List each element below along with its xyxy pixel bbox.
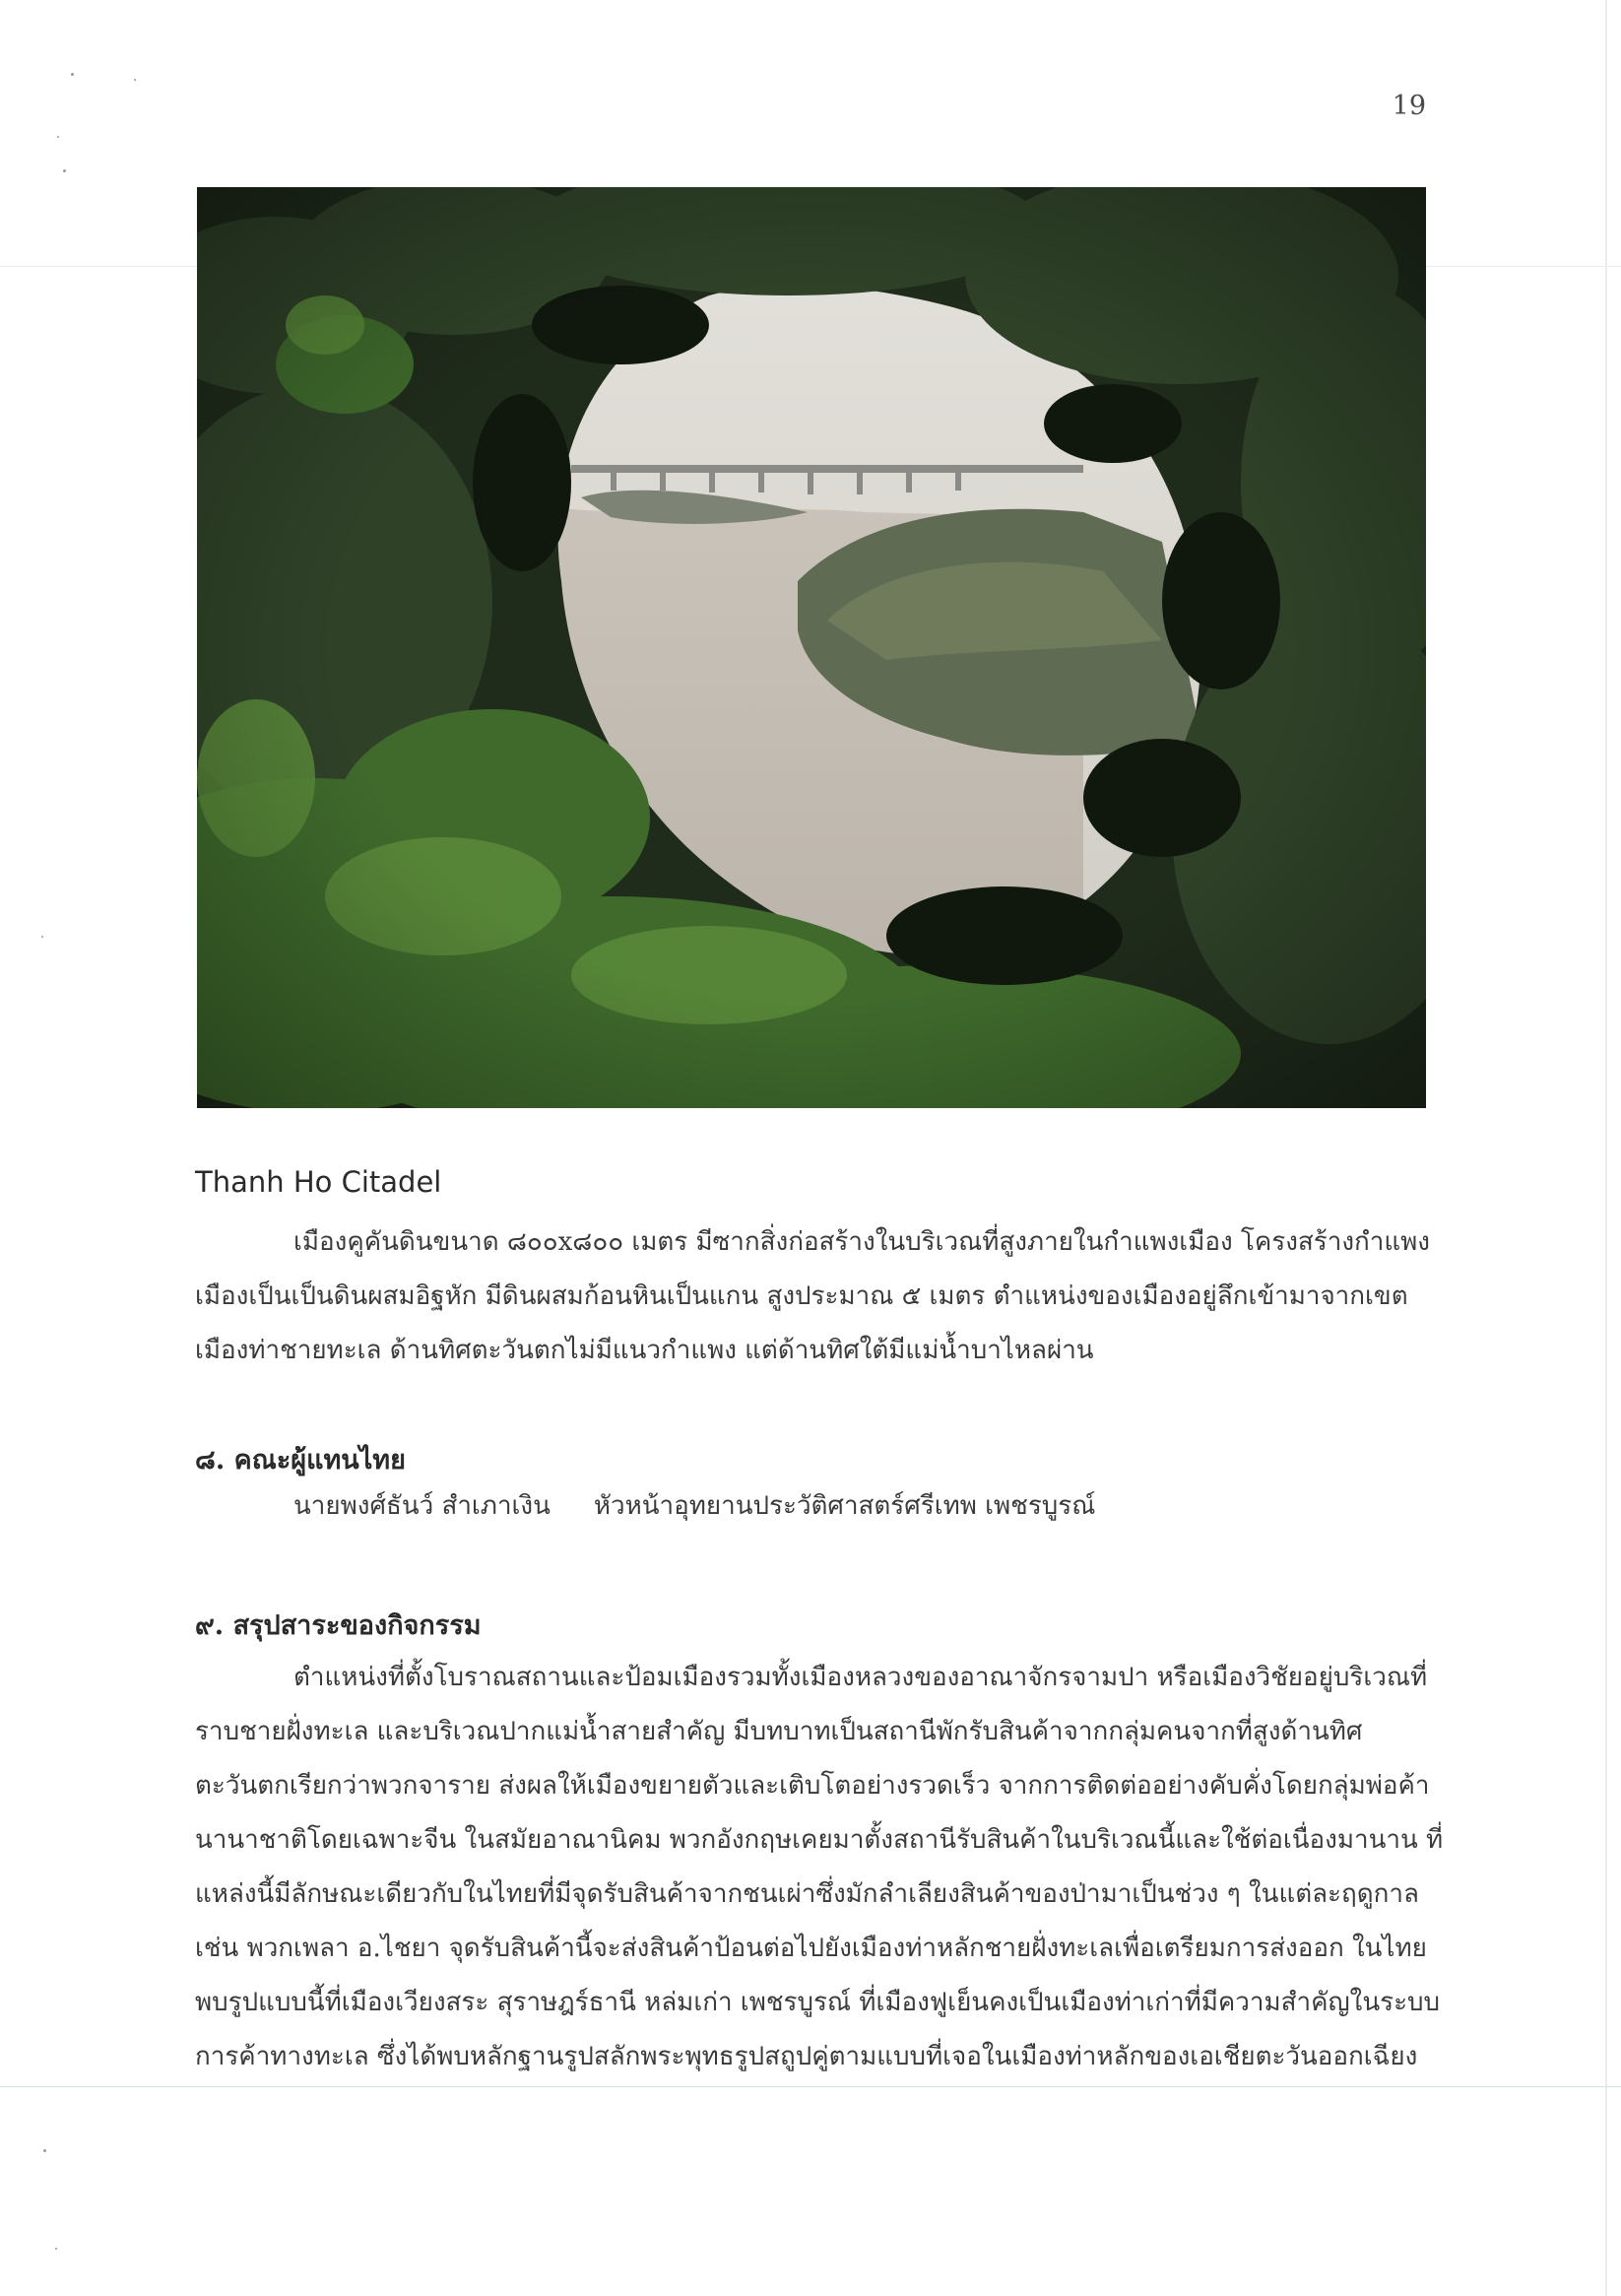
citadel-description <box>195 1215 1430 1378</box>
page-edge <box>1605 0 1607 2296</box>
scan-speck <box>55 2248 57 2250</box>
scan-line <box>0 2086 1621 2087</box>
section-heading-thai-delegation: ๘. คณะผู้แทนไทย <box>195 1445 406 1476</box>
scan-speck <box>41 936 43 938</box>
paragraph-line: ตำแหน่งที่ตั้งโบราณสถานและป้อมเมืองรวมทั้งเมืองหลวงของอาณาจักรจามปา หรือเมืองวิชัยอยู่บริเวณที่ <box>293 1663 1428 1692</box>
paragraph-line: พบรูปแบบนี้ที่เมืองเวียงสระ สุราษฎร์ธานี หล่มเก่า เพชรบูรณ์ ที่เมืองฟูเย็นคงเป็นเมืองท่าเก่าที่มีความสำคัญในระบบ <box>195 1988 1441 2017</box>
paragraph-line: เช่น พวกเพลา อ.ไชยา จุดรับสินค้านี้จะส่งสินค้าป้อนต่อไปยังเมืองท่าหลักชายฝั่งทะเลเพื่อเตรียมการส่งออก ในไทย <box>195 1934 1427 1963</box>
scan-speck <box>57 136 59 138</box>
paragraph-line: นานาชาติโดยเฉพาะจีน ในสมัยอาณานิคม พวกอังกฤษเคยมาตั้งสถานีรับสินค้าในบริเวณนี้และใช้ต่อเนื่องมานาน ที่ <box>195 1825 1444 1855</box>
page-number: 19 <box>1392 91 1426 121</box>
paragraph-line: เมืองคูคันดินขนาด ๘๐๐x๘๐๐ เมตร มีซากสิ่งก่อสร้างในบริเวณที่สูงภายในกำแพงเมือง โครงสร้างกำแพง <box>293 1227 1430 1257</box>
river-view-image <box>197 187 1426 1108</box>
scan-speck <box>43 2149 46 2152</box>
scan-speck <box>134 79 136 81</box>
paragraph-line: แหล่งนี้มีลักษณะเดียวกับในไทยที่มีจุดรับสินค้าจากชนเผ่าซึ่งมักลำเลียงสินค้าของป่ามาเป็นช่วง ๆ ในแต่ละฤดูกาล <box>195 1879 1419 1909</box>
scan-speck <box>71 73 74 76</box>
representative-role: หัวหน้าอุทยานประวัติศาสตร์ศรีเทพ เพชรบูรณ์ <box>593 1491 1096 1521</box>
scan-speck <box>63 169 66 172</box>
section-heading-activity-summary: ๙. สรุปสาระของกิจกรรม <box>195 1610 482 1641</box>
paragraph-line: ตะวันตกเรียกว่าพวกจาราย ส่งผลให้เมืองขยายตัวและเติบโตอย่างรวดเร็ว จากการติดต่ออย่างคับคั่งโดยกลุ่มพ่อค้า <box>195 1771 1430 1801</box>
representative-row <box>293 1485 1095 1526</box>
site-photo <box>197 187 1426 1108</box>
paragraph-line: การค้าทางทะเล ซึ่งได้พบหลักฐานรูปสลักพระพุทธรูปสถูปคู่ตามแบบที่เจอในเมืองท่าหลักของเอเชียตะวันออกเฉียง <box>195 2042 1418 2071</box>
representative-name: นายพงศ์ธันว์ สำเภาเงิน <box>293 1491 551 1521</box>
figure-caption: Thanh Ho Citadel <box>195 1165 442 1199</box>
paragraph-line: เมืองท่าชายทะเล ด้านทิศตะวันตกไม่มีแนวกำแพง แต่ด้านทิศใต้มีแม่น้ำบาไหลผ่าน <box>195 1336 1094 1365</box>
paragraph-line: ราบชายฝั่งทะเล และบริเวณปากแม่น้ำสายสำคัญ มีบทบาทเป็นสถานีพักรับสินค้าจากกลุ่มคนจากที่สูงด้านทิศ <box>195 1717 1363 1746</box>
paragraph-line: เมืองเป็นเป็นดินผสมอิฐหัก มีดินผสมก้อนหินเป็นแกน สูงประมาณ ๕ เมตร ตำแหน่งของเมืองอยู่ลึกเข้ามาจากเขต <box>195 1281 1408 1311</box>
activity-summary-paragraph <box>195 1651 1444 2084</box>
